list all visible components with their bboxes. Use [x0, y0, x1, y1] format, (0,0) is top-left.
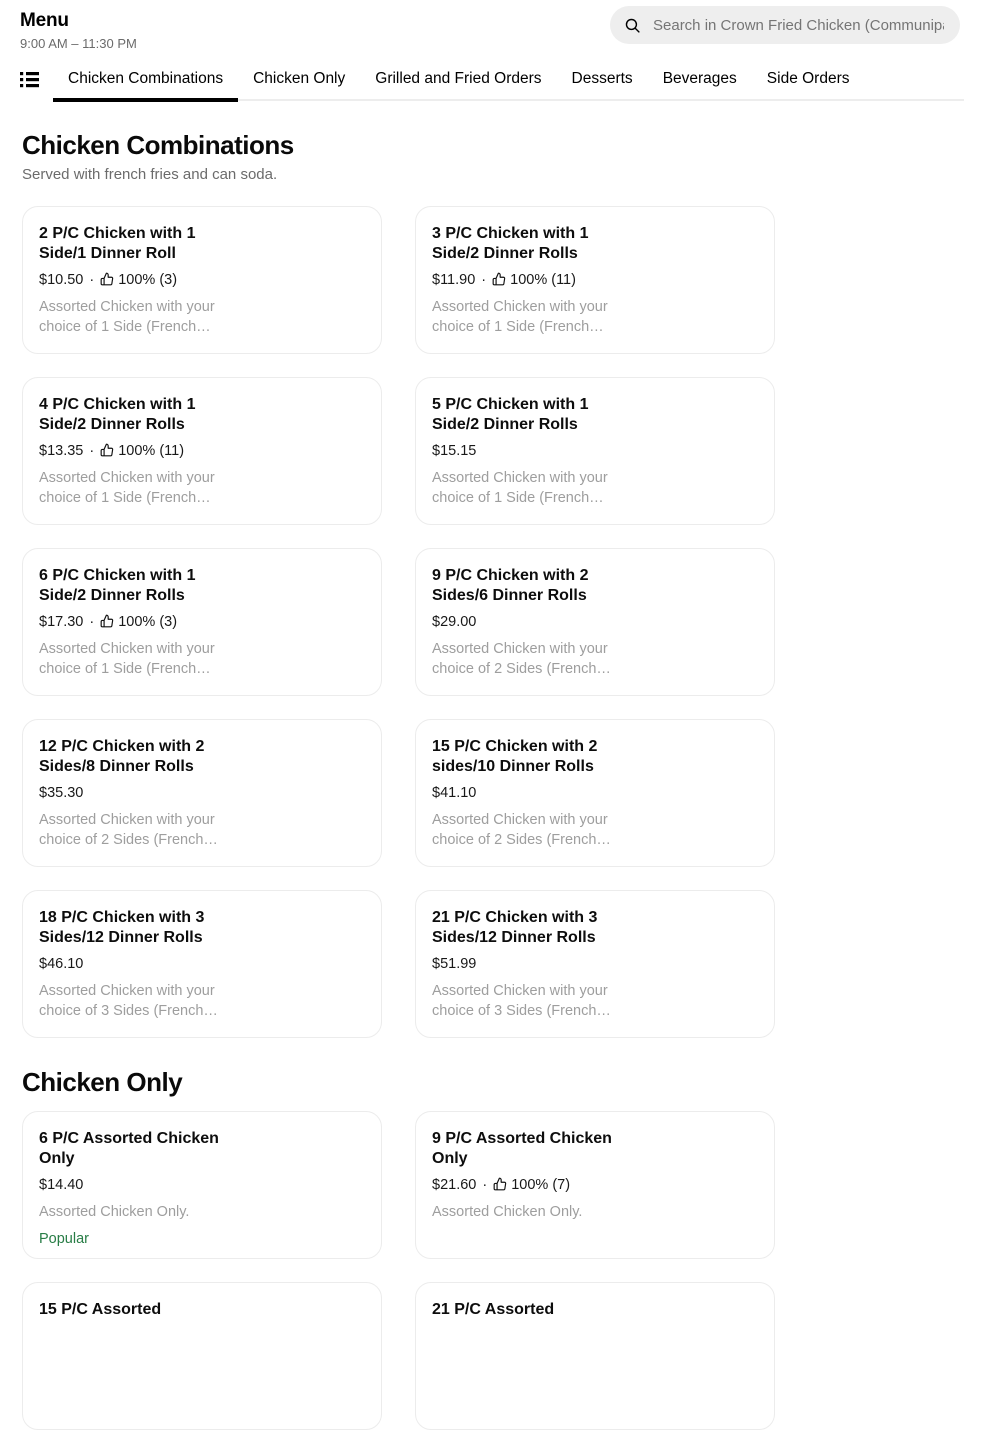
- list-bullets-icon: [20, 71, 39, 88]
- item-title: 2 P/C Chicken with 1 Side/1 Dinner Roll: [39, 225, 196, 262]
- item-title: 21 P/C Chicken with 3 Sides/12 Dinner Rolls: [432, 909, 598, 946]
- item-description: Assorted Chicken with your choice of 3 Sides (French…: [39, 983, 218, 1019]
- item-price-row: [432, 272, 758, 288]
- item-title: 4 P/C Chicken with 1 Side/2 Dinner Rolls: [39, 396, 196, 433]
- popular-badge: Popular: [39, 1231, 89, 1247]
- tab-side-orders[interactable]: Side Orders: [766, 69, 850, 87]
- menu-grid: [22, 1111, 984, 1430]
- menu-grid: [22, 206, 984, 1038]
- item-price: $21.60: [432, 1177, 477, 1193]
- item-price: $17.30: [39, 614, 84, 630]
- thumbs-up-icon: [100, 443, 114, 457]
- item-description: Assorted Chicken Only.: [39, 1204, 190, 1220]
- item-description: Assorted Chicken with your choice of 1 Side (French…: [39, 470, 215, 506]
- item-price-row: [39, 956, 365, 972]
- menu-item-card[interactable]: [415, 1282, 775, 1430]
- menu-item-card[interactable]: [22, 890, 382, 1038]
- item-rating: 100% (7): [511, 1177, 571, 1193]
- item-price-row: [39, 443, 365, 459]
- section-subtitle: Served with french fries and can soda.: [22, 166, 278, 183]
- item-description: Assorted Chicken with your choice of 2 Sides (French…: [39, 812, 218, 848]
- item-price-row: [432, 956, 758, 972]
- item-rating: 100% (11): [510, 272, 576, 288]
- menu-list-button[interactable]: [20, 58, 39, 101]
- tab-desserts[interactable]: Desserts: [571, 69, 633, 87]
- menu-item-card[interactable]: [415, 548, 775, 696]
- thumbs-up-icon: [100, 272, 114, 286]
- item-title: 18 P/C Chicken with 3 Sides/12 Dinner Rolls: [39, 909, 205, 946]
- item-price: $35.30: [39, 785, 84, 801]
- item-price: $29.00: [432, 614, 477, 630]
- menu-item-card[interactable]: [415, 377, 775, 525]
- thumbs-up-icon: [492, 272, 506, 286]
- menu-item-card[interactable]: [415, 206, 775, 354]
- item-price: $46.10: [39, 956, 84, 972]
- dot-separator: ·: [89, 443, 95, 459]
- item-price-row: [432, 614, 758, 630]
- dot-separator: ·: [89, 272, 95, 288]
- item-price-row: [432, 1177, 758, 1193]
- item-rating: 100% (3): [118, 272, 178, 288]
- store-hours: 9:00 AM – 11:30 PM: [20, 36, 137, 51]
- item-title: 9 P/C Assorted Chicken Only: [432, 1130, 612, 1167]
- item-price-row: [432, 443, 758, 459]
- menu-item-card[interactable]: [22, 719, 382, 867]
- item-description: Assorted Chicken with your choice of 1 Side (French…: [39, 641, 215, 677]
- item-title: 9 P/C Chicken with 2 Sides/6 Dinner Rolls: [432, 567, 589, 604]
- search-icon: [624, 17, 641, 34]
- item-price-row: [39, 614, 365, 630]
- item-title: 3 P/C Chicken with 1 Side/2 Dinner Rolls: [432, 225, 589, 262]
- item-title: 15 P/C Chicken with 2 sides/10 Dinner Rolls: [432, 738, 598, 775]
- item-price-row: [39, 785, 365, 801]
- thumbs-up-icon: [493, 1177, 507, 1191]
- item-title: 5 P/C Chicken with 1 Side/2 Dinner Rolls: [432, 396, 589, 433]
- item-price: $11.90: [432, 272, 476, 288]
- item-price: $15.15: [432, 443, 477, 459]
- item-title: 6 P/C Assorted Chicken Only: [39, 1130, 219, 1167]
- search-input[interactable]: [651, 16, 946, 35]
- item-price-row: [432, 785, 758, 801]
- item-price: $13.35: [39, 443, 84, 459]
- item-description: Assorted Chicken with your choice of 3 Sides (French…: [432, 983, 611, 1019]
- page-header: [0, 0, 984, 51]
- item-description: Assorted Chicken Only.: [432, 1204, 583, 1220]
- item-price-row: [39, 272, 365, 288]
- item-price: $51.99: [432, 956, 477, 972]
- dot-separator: ·: [89, 614, 95, 630]
- dot-separator: ·: [482, 1177, 488, 1193]
- menu-item-card[interactable]: [22, 206, 382, 354]
- menu-item-card[interactable]: [415, 1111, 775, 1259]
- tab-chicken-only[interactable]: Chicken Only: [253, 69, 346, 87]
- item-description: Assorted Chicken with your choice of 1 Side (French…: [432, 470, 608, 506]
- menu-item-card[interactable]: [415, 890, 775, 1038]
- menu-item-card[interactable]: [415, 719, 775, 867]
- dot-separator: ·: [481, 272, 487, 288]
- item-description: Assorted Chicken with your choice of 2 Sides (French…: [432, 641, 611, 677]
- item-price: $10.50: [39, 272, 84, 288]
- item-title: 15 P/C Assorted: [39, 1301, 162, 1318]
- item-title: 21 P/C Assorted: [432, 1301, 555, 1318]
- page-title: Menu: [20, 10, 69, 31]
- item-price: $14.40: [39, 1177, 84, 1193]
- menu-item-card[interactable]: [22, 377, 382, 525]
- menu-item-card[interactable]: [22, 1111, 382, 1259]
- tab-chicken-combinations[interactable]: Chicken Combinations: [53, 58, 238, 99]
- item-description: Assorted Chicken with your choice of 1 Side (French…: [39, 299, 215, 335]
- tabs: [53, 58, 964, 101]
- item-title: 6 P/C Chicken with 1 Side/2 Dinner Rolls: [39, 567, 196, 604]
- tab-beverages[interactable]: Beverages: [662, 69, 737, 87]
- item-rating: 100% (11): [118, 443, 185, 459]
- menu-item-card[interactable]: [22, 548, 382, 696]
- section-title-chicken-only: Chicken Only: [22, 1067, 183, 1097]
- menu-sections: [0, 129, 984, 1430]
- item-price-row: [39, 1177, 365, 1193]
- item-rating: 100% (3): [118, 614, 178, 630]
- menu-item-card[interactable]: [22, 1282, 382, 1430]
- item-description: Assorted Chicken with your choice of 1 Side (French…: [432, 299, 608, 335]
- category-tabbar: [0, 58, 984, 101]
- thumbs-up-icon: [100, 614, 114, 628]
- search-bar[interactable]: [610, 6, 960, 44]
- item-price: $41.10: [432, 785, 477, 801]
- item-description: Assorted Chicken with your choice of 2 Sides (French…: [432, 812, 611, 848]
- section-title-chicken-combinations: Chicken Combinations: [22, 130, 294, 160]
- item-title: 12 P/C Chicken with 2 Sides/8 Dinner Rolls: [39, 738, 205, 775]
- tab-grilled-and-fried-orders[interactable]: Grilled and Fried Orders: [375, 69, 542, 87]
